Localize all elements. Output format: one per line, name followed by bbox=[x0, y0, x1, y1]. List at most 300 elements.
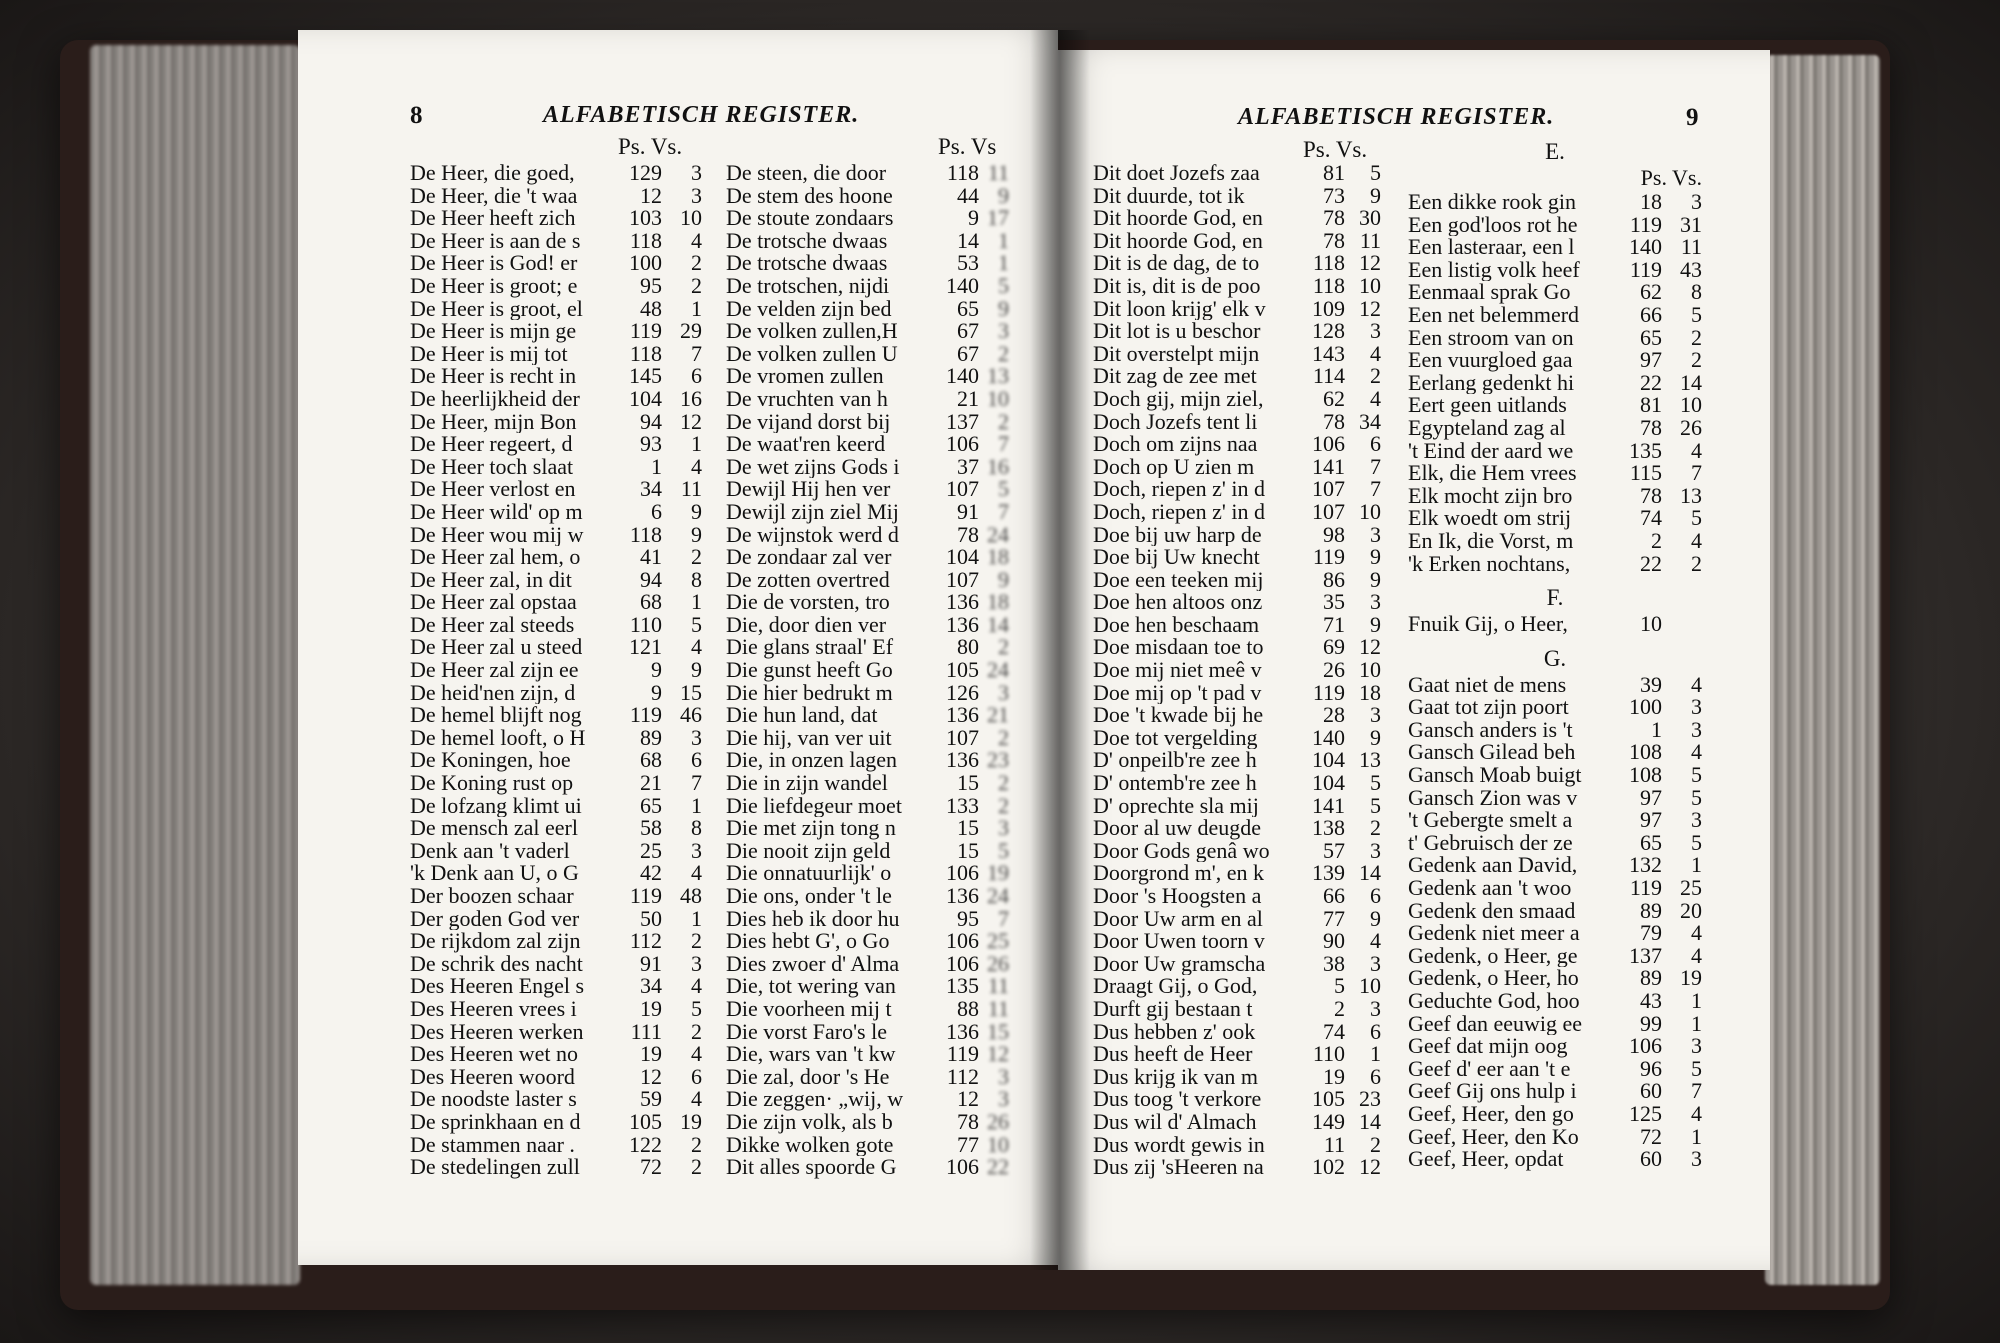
index-entry bbox=[1093, 679, 1381, 705]
verse-number: 8 bbox=[691, 815, 702, 841]
entry-text: De Heer toch slaat bbox=[410, 455, 574, 479]
index-entry bbox=[1093, 385, 1381, 411]
entry-text: De Heer zal, in dit bbox=[410, 568, 572, 592]
psalm-number: 65 bbox=[957, 295, 979, 321]
entry-text: Draagt Gij, o God, bbox=[1093, 975, 1258, 998]
psalm-number: 74 bbox=[1323, 1018, 1345, 1044]
entry-text: Dit is, dit is de poo bbox=[1093, 274, 1261, 298]
verse-number: 6 bbox=[691, 1063, 702, 1089]
psalm-number: 88 bbox=[957, 995, 979, 1021]
entry-text: Die met zijn tong n bbox=[726, 817, 896, 840]
psalm-number: 58 bbox=[640, 815, 662, 841]
verse-number: 7 bbox=[998, 905, 1009, 931]
verse-number: 4 bbox=[1691, 920, 1702, 946]
verse-number: 3 bbox=[998, 1063, 1009, 1089]
index-entry bbox=[1093, 365, 1381, 388]
verse-number: 9 bbox=[1370, 182, 1381, 208]
psalm-number: 37 bbox=[957, 453, 979, 479]
entry-text: Door Gods genâ wo bbox=[1093, 839, 1270, 863]
entry-text: De heerlijkheid der bbox=[410, 387, 580, 411]
psalm-number: 89 bbox=[1640, 965, 1662, 991]
index-entry bbox=[1408, 1010, 1702, 1036]
verse-number: 8 bbox=[691, 566, 702, 592]
entry-text: Die vorst Faro's le bbox=[726, 1020, 887, 1044]
entry-text: Een vuurgloed gaa bbox=[1408, 349, 1573, 372]
index-entry bbox=[726, 162, 1009, 185]
index-entry bbox=[1408, 527, 1702, 553]
index-entry bbox=[410, 724, 702, 750]
verse-number: 11 bbox=[987, 995, 1009, 1021]
entry-text: Door Uw arm en al bbox=[1093, 907, 1263, 931]
index-entry bbox=[1093, 724, 1381, 750]
entry-text: Dit is de dag, de to bbox=[1093, 252, 1260, 275]
verse-number: 11 bbox=[1359, 227, 1381, 253]
index-entry bbox=[1093, 704, 1381, 727]
entry-text: Die zeggen· „wij, w bbox=[726, 1088, 904, 1111]
verse-number: 16 bbox=[987, 453, 1009, 479]
verse-number: 3 bbox=[1691, 716, 1702, 742]
psalm-number: 104 bbox=[946, 544, 979, 570]
psalm-number: 141 bbox=[1312, 792, 1345, 818]
entry-text: Gaat tot zijn poort bbox=[1408, 696, 1569, 719]
index-entry bbox=[410, 995, 702, 1021]
index-column-2 bbox=[726, 162, 1009, 1179]
verse-number: 3 bbox=[998, 318, 1009, 344]
index-entry bbox=[726, 724, 1009, 750]
index-entry bbox=[1093, 905, 1381, 931]
verse-number: 13 bbox=[1680, 482, 1702, 508]
psalm-number: 67 bbox=[957, 318, 979, 344]
psalm-number: 119 bbox=[1629, 256, 1662, 282]
psalm-number: 11 bbox=[1323, 1131, 1345, 1157]
entry-text: De Heer, mijn Bon bbox=[410, 410, 577, 434]
verse-number: 4 bbox=[1370, 385, 1381, 411]
psalm-number: 28 bbox=[1323, 702, 1345, 728]
psalm-number: 15 bbox=[957, 770, 979, 796]
index-entry bbox=[726, 679, 1009, 705]
verse-number: 1 bbox=[1691, 1123, 1702, 1149]
index-entry bbox=[1408, 301, 1702, 327]
verse-number: 4 bbox=[691, 1086, 702, 1112]
entry-text: Geef Gij ons hulp i bbox=[1408, 1080, 1577, 1103]
psalm-number: 119 bbox=[1629, 875, 1662, 901]
verse-number: 16 bbox=[680, 385, 702, 411]
verse-number: 26 bbox=[987, 950, 1009, 976]
psalm-number: 78 bbox=[1323, 227, 1345, 253]
verse-number: 26 bbox=[1680, 414, 1702, 440]
index-entry bbox=[1093, 950, 1381, 976]
entry-text: Dikke wolken gote bbox=[726, 1133, 894, 1157]
verse-number: 10 bbox=[1359, 657, 1381, 683]
entry-text: De stammen naar . bbox=[410, 1133, 575, 1157]
entry-text: Die liefdegeur moet bbox=[726, 794, 902, 818]
verse-number: 22 bbox=[987, 1154, 1009, 1180]
index-entry bbox=[1093, 1131, 1381, 1157]
psalm-number: 140 bbox=[946, 272, 979, 298]
psalm-number: 118 bbox=[629, 521, 662, 547]
verse-number: 5 bbox=[998, 476, 1009, 502]
psalm-number: 21 bbox=[957, 385, 979, 411]
entry-text: Der goden God ver bbox=[410, 907, 580, 931]
verse-number: 26 bbox=[987, 1108, 1009, 1134]
psalm-number: 12 bbox=[640, 1063, 662, 1089]
verse-number: 24 bbox=[987, 883, 1009, 908]
psalm-number: 129 bbox=[629, 160, 662, 185]
psalm-number: 94 bbox=[640, 566, 662, 592]
verse-number: 7 bbox=[998, 498, 1009, 524]
psalm-number: 108 bbox=[1629, 739, 1662, 765]
verse-number: 9 bbox=[998, 182, 1009, 208]
left-page-number: 8 bbox=[410, 102, 423, 129]
entry-text: Dewijl zijn ziel Mij bbox=[726, 500, 899, 524]
entry-text: Elk mocht zijn bro bbox=[1408, 484, 1573, 508]
index-entry bbox=[1408, 1100, 1702, 1126]
psalm-number: 35 bbox=[1323, 589, 1345, 615]
psalm-number: 78 bbox=[1640, 482, 1662, 508]
psalm-number: 53 bbox=[957, 250, 979, 276]
entry-text: Doorgrond m', en k bbox=[1093, 862, 1264, 885]
index-entry bbox=[410, 1063, 702, 1089]
index-entry bbox=[726, 320, 1009, 343]
index-entry bbox=[726, 1088, 1009, 1111]
verse-number: 12 bbox=[1359, 634, 1381, 660]
index-entry bbox=[1408, 764, 1702, 787]
psalm-number: 138 bbox=[1312, 815, 1345, 841]
psalm-number: 135 bbox=[946, 973, 979, 999]
entry-text: Denk aan 't vaderl bbox=[410, 839, 570, 863]
entry-text: Eerlang gedenkt hi bbox=[1408, 371, 1575, 395]
verse-number: 9 bbox=[1370, 544, 1381, 570]
entry-text: Een lasteraar, een l bbox=[1408, 236, 1575, 259]
entry-text: Durft gij bestaan t bbox=[1093, 997, 1253, 1021]
verse-number: 3 bbox=[1370, 318, 1381, 344]
psalm-number: 2 bbox=[1651, 527, 1662, 553]
psalm-number: 137 bbox=[946, 408, 979, 434]
entry-text: Dewijl Hij hen ver bbox=[726, 478, 891, 501]
index-entry bbox=[726, 817, 1009, 840]
index-entry bbox=[1093, 792, 1381, 818]
index-entry bbox=[1408, 462, 1702, 485]
index-entry bbox=[410, 1131, 702, 1157]
verse-number: 4 bbox=[691, 453, 702, 479]
psalm-number: 25 bbox=[640, 837, 662, 863]
verse-number: 1 bbox=[691, 589, 702, 615]
verse-number: 6 bbox=[1370, 883, 1381, 908]
index-entry bbox=[410, 817, 702, 840]
psalm-number: 77 bbox=[1323, 905, 1345, 931]
index-entry bbox=[726, 636, 1009, 659]
psalm-number: 118 bbox=[629, 340, 662, 366]
index-entry bbox=[1408, 1055, 1702, 1081]
entry-text: De Heer zal zijn ee bbox=[410, 659, 579, 682]
verse-number: 3 bbox=[1370, 950, 1381, 976]
entry-text: Des Heeren woord bbox=[410, 1065, 575, 1089]
verse-number: 9 bbox=[998, 566, 1009, 592]
entry-text: 'k Denk aan U, o G bbox=[410, 862, 579, 885]
verse-number: 3 bbox=[1370, 995, 1381, 1021]
psalm-number: 136 bbox=[946, 611, 979, 637]
left-page bbox=[298, 30, 1058, 1265]
verse-number: 23 bbox=[1359, 1086, 1381, 1112]
entry-text: Dus toog 't verkore bbox=[1093, 1088, 1262, 1111]
index-entry bbox=[1408, 369, 1702, 395]
verse-number: 31 bbox=[1680, 211, 1702, 237]
psalm-number: 121 bbox=[629, 634, 662, 660]
index-column-1 bbox=[410, 162, 702, 1179]
index-entry bbox=[410, 227, 702, 253]
verse-number: 1 bbox=[691, 905, 702, 931]
entry-text: Dus wil d' Almach bbox=[1093, 1110, 1257, 1134]
index-entry bbox=[410, 975, 702, 998]
entry-text: Dit hoorde God, en bbox=[1093, 207, 1263, 230]
verse-number: 4 bbox=[1370, 928, 1381, 954]
psalm-number: 126 bbox=[946, 679, 979, 705]
index-entry bbox=[410, 272, 702, 298]
psalm-number: 60 bbox=[1640, 1146, 1662, 1172]
psalm-number: 12 bbox=[640, 182, 662, 208]
verse-number: 2 bbox=[998, 408, 1009, 434]
psalm-number: 5 bbox=[1334, 973, 1345, 999]
verse-number: 6 bbox=[1370, 1018, 1381, 1044]
psalm-number: 89 bbox=[1640, 897, 1662, 923]
entry-text: De Heer wou mij w bbox=[410, 523, 584, 547]
entry-text: Doch gij, mijn ziel, bbox=[1093, 387, 1264, 411]
verse-number: 2 bbox=[998, 770, 1009, 796]
entry-text: Een listig volk heef bbox=[1408, 258, 1580, 282]
index-entry bbox=[1093, 1108, 1381, 1134]
entry-text: Dies zwoer d' Alma bbox=[726, 952, 900, 976]
index-entry bbox=[726, 453, 1009, 479]
entry-text: De Heer heeft zich bbox=[410, 207, 576, 230]
psalm-number: 73 bbox=[1323, 182, 1345, 208]
verse-number: 15 bbox=[680, 679, 702, 705]
entry-text: Die, door dien ver bbox=[726, 613, 887, 637]
index-entry bbox=[726, 498, 1009, 524]
psalm-number: 149 bbox=[1312, 1108, 1345, 1134]
col1-header: Ps. Vs. bbox=[618, 134, 683, 159]
index-entry bbox=[726, 207, 1009, 230]
entry-text: Eert geen uitlands bbox=[1408, 394, 1567, 417]
index-column-4 bbox=[1408, 137, 1702, 1171]
psalm-number: 135 bbox=[1629, 437, 1662, 463]
index-entry bbox=[1093, 207, 1381, 230]
index-entry bbox=[1093, 930, 1381, 953]
psalm-number: 119 bbox=[1312, 679, 1345, 705]
entry-text: 't Gebergte smelt a bbox=[1408, 809, 1573, 832]
verse-number: 2 bbox=[691, 1131, 702, 1157]
psalm-number: 77 bbox=[957, 1131, 979, 1157]
entry-text: De schrik des nacht bbox=[410, 952, 583, 976]
index-entry bbox=[726, 182, 1009, 208]
verse-number: 4 bbox=[1691, 437, 1702, 463]
index-entry bbox=[726, 521, 1009, 547]
verse-number: 14 bbox=[1680, 369, 1702, 395]
entry-text: De Heer is mijn ge bbox=[410, 320, 577, 343]
index-entry bbox=[1093, 975, 1381, 998]
psalm-number: 106 bbox=[946, 950, 979, 976]
psalm-number: 136 bbox=[946, 883, 979, 908]
psalm-number: 119 bbox=[629, 883, 662, 908]
entry-text: Die voorheen mij t bbox=[726, 997, 892, 1021]
entry-text: De Heer, die goed, bbox=[410, 162, 575, 185]
verse-number: 29 bbox=[680, 318, 702, 344]
psalm-number: 95 bbox=[640, 272, 662, 298]
verse-number: 20 bbox=[1680, 897, 1702, 923]
index-entry bbox=[1093, 227, 1381, 253]
index-entry bbox=[1093, 885, 1381, 908]
entry-text: Dit loon krijg' elk v bbox=[1093, 297, 1266, 321]
verse-number: 9 bbox=[998, 295, 1009, 321]
entry-text: Des Heeren Engel s bbox=[410, 975, 585, 998]
psalm-number: 98 bbox=[1323, 521, 1345, 547]
verse-number: 2 bbox=[998, 792, 1009, 818]
entry-text: Geef d' eer aan 't e bbox=[1408, 1057, 1571, 1081]
entry-text: Doe 't kwade bij he bbox=[1093, 704, 1264, 727]
verse-number: 30 bbox=[1359, 205, 1381, 231]
entry-text: Dit doet Jozefs zaa bbox=[1093, 162, 1260, 185]
psalm-number: 97 bbox=[1640, 784, 1662, 810]
index-entry bbox=[1093, 1156, 1381, 1179]
verse-number: 2 bbox=[691, 250, 702, 276]
psalm-number: 18 bbox=[1640, 189, 1662, 214]
right-page-edges bbox=[1765, 55, 1880, 1285]
index-entry bbox=[1093, 749, 1381, 772]
psalm-number: 114 bbox=[1312, 363, 1345, 389]
entry-text: Gedenk niet meer a bbox=[1408, 922, 1580, 945]
entry-text: Doe mij op 't pad v bbox=[1093, 681, 1262, 705]
psalm-number: 91 bbox=[640, 950, 662, 976]
verse-number: 7 bbox=[998, 431, 1009, 457]
psalm-number: 112 bbox=[946, 1063, 979, 1089]
psalm-number: 50 bbox=[640, 905, 662, 931]
entry-text: Die ons, onder 't le bbox=[726, 885, 892, 908]
psalm-number: 15 bbox=[957, 837, 979, 863]
verse-number: 7 bbox=[691, 340, 702, 366]
psalm-number: 103 bbox=[629, 205, 662, 231]
entry-text: Der boozen schaar bbox=[410, 885, 574, 908]
verse-number: 17 bbox=[987, 205, 1009, 231]
index-entry bbox=[1093, 478, 1381, 501]
entry-text: D' ontemb're zee h bbox=[1093, 772, 1257, 795]
entry-text: De rijkdom zal zijn bbox=[410, 930, 581, 953]
verse-number: 4 bbox=[1370, 340, 1381, 366]
verse-number: 9 bbox=[691, 657, 702, 683]
psalm-number: 140 bbox=[1629, 234, 1662, 260]
verse-number: 48 bbox=[680, 883, 702, 908]
index-entry bbox=[726, 930, 1009, 953]
entry-text: Geef dan eeuwig ee bbox=[1408, 1012, 1583, 1036]
verse-number: 1 bbox=[998, 250, 1009, 276]
right-page-title: ALFABETISCH REGISTER. bbox=[1238, 104, 1555, 130]
index-entry bbox=[726, 1156, 1009, 1179]
index-entry bbox=[410, 905, 702, 931]
index-entry bbox=[410, 885, 702, 908]
verse-number: 2 bbox=[691, 1154, 702, 1180]
index-entry bbox=[410, 930, 702, 953]
verse-number: 3 bbox=[1370, 521, 1381, 547]
right-page-number: 9 bbox=[1686, 104, 1699, 131]
verse-number: 3 bbox=[691, 950, 702, 976]
verse-number: 5 bbox=[691, 611, 702, 637]
verse-number: 4 bbox=[691, 1041, 702, 1067]
verse-number: 2 bbox=[998, 340, 1009, 366]
verse-number: 14 bbox=[1359, 1108, 1381, 1134]
index-entry bbox=[726, 478, 1009, 501]
verse-number: 9 bbox=[691, 521, 702, 547]
psalm-number: 99 bbox=[1640, 1010, 1662, 1036]
psalm-number: 72 bbox=[640, 1154, 662, 1180]
entry-text: De wijnstok werd d bbox=[726, 523, 899, 547]
entry-text: De Heer is God! er bbox=[410, 252, 578, 275]
entry-text: De vruchten van h bbox=[726, 387, 888, 411]
verse-number: 5 bbox=[1370, 770, 1381, 796]
psalm-number: 97 bbox=[1640, 807, 1662, 833]
entry-text: Elk woedt om strij bbox=[1408, 507, 1572, 530]
psalm-number: 34 bbox=[640, 973, 662, 999]
verse-number: 6 bbox=[1370, 431, 1381, 457]
verse-number: 3 bbox=[691, 837, 702, 863]
psalm-number: 43 bbox=[1640, 988, 1662, 1013]
index-entry bbox=[726, 905, 1009, 931]
verse-number: 5 bbox=[998, 272, 1009, 298]
psalm-number: 9 bbox=[651, 679, 662, 705]
index-entry bbox=[726, 837, 1009, 863]
index-entry bbox=[1408, 829, 1702, 855]
index-entry bbox=[1093, 1088, 1381, 1111]
verse-number: 1 bbox=[1691, 1010, 1702, 1036]
entry-text: Die onnatuurlijk' o bbox=[726, 862, 892, 885]
psalm-number: 109 bbox=[1312, 295, 1345, 321]
psalm-number: 22 bbox=[1640, 369, 1662, 395]
index-entry bbox=[1408, 990, 1702, 1013]
verse-number: 5 bbox=[1691, 505, 1702, 531]
index-entry bbox=[410, 862, 702, 885]
index-entry bbox=[410, 749, 702, 772]
verse-number: 25 bbox=[987, 928, 1009, 954]
psalm-number: 95 bbox=[957, 905, 979, 931]
col2-header: Ps. Vs bbox=[938, 134, 997, 159]
index-entry bbox=[726, 792, 1009, 818]
verse-number: 1 bbox=[998, 227, 1009, 253]
psalm-number: 111 bbox=[630, 1018, 662, 1044]
verse-number: 4 bbox=[1691, 1100, 1702, 1126]
entry-text: De lofzang klimt ui bbox=[410, 794, 582, 818]
entry-text: Doch, riepen z' in d bbox=[1093, 500, 1265, 524]
entry-text: Dit overstelpt mijn bbox=[1093, 342, 1260, 366]
psalm-number: 118 bbox=[1312, 250, 1345, 276]
entry-text: Geef, Heer, opdat bbox=[1408, 1148, 1564, 1171]
psalm-number: 1 bbox=[651, 453, 662, 479]
psalm-number: 62 bbox=[1640, 279, 1662, 305]
verse-number: 2 bbox=[691, 272, 702, 298]
entry-text: Doe mij niet meê v bbox=[1093, 659, 1262, 682]
entry-text: De Heer regeert, d bbox=[410, 433, 573, 456]
verse-number: 10 bbox=[987, 385, 1009, 411]
entry-text: Doe bij Uw knecht bbox=[1093, 546, 1260, 569]
index-entry bbox=[1408, 236, 1702, 259]
psalm-number: 78 bbox=[957, 1108, 979, 1134]
verse-number: 3 bbox=[998, 1086, 1009, 1112]
psalm-number: 21 bbox=[640, 770, 662, 796]
verse-number: 4 bbox=[691, 860, 702, 886]
index-entry bbox=[410, 365, 702, 388]
entry-text: De waat'ren keerd bbox=[726, 433, 886, 456]
right-page bbox=[1058, 50, 1770, 1270]
psalm-number: 106 bbox=[946, 1154, 979, 1180]
index-entry bbox=[1408, 922, 1702, 945]
verse-number: 3 bbox=[1691, 1146, 1702, 1172]
verse-number: 10 bbox=[1680, 392, 1702, 418]
